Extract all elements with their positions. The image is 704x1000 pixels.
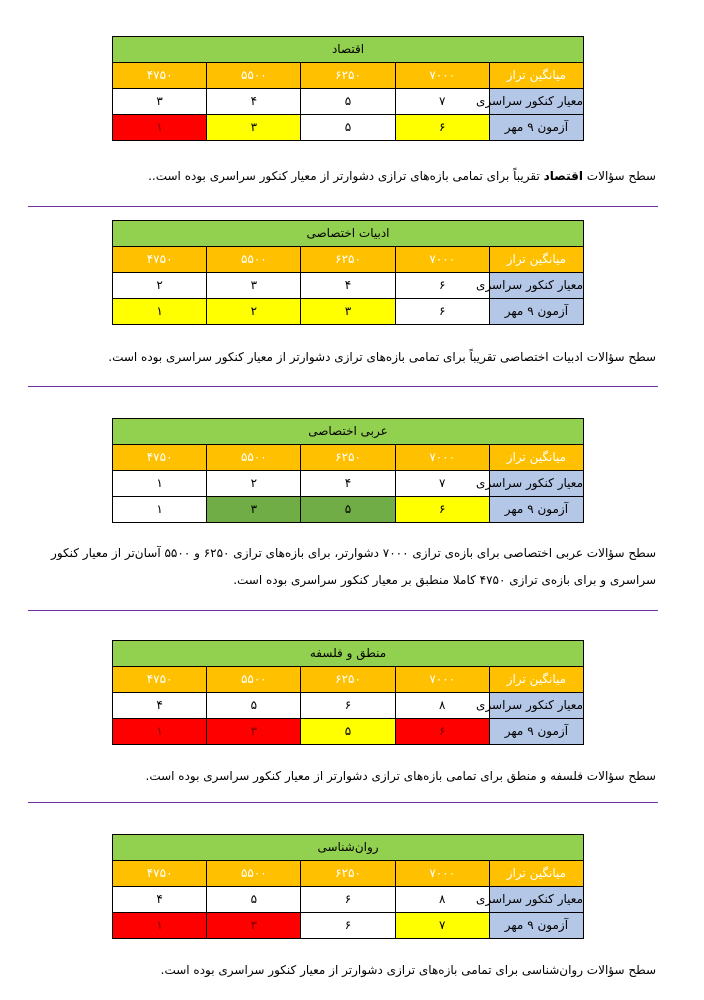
table-title: روان‌شناسی (113, 835, 584, 861)
value-cell: ۵ (301, 115, 395, 141)
header-cell: ۷۰۰۰ (395, 445, 489, 471)
header-cell: ۷۰۰۰ (395, 861, 489, 887)
table-title: ادبیات اختصاصی (113, 221, 584, 247)
table-eghtesad (112, 36, 584, 141)
header-cell: ۷۰۰۰ (395, 667, 489, 693)
header-label: میانگین تراز (489, 667, 583, 693)
header-cell: ۵۵۰۰ (207, 445, 301, 471)
row-label: آزمون ۹ مهر (489, 913, 583, 939)
header-cell: ۷۰۰۰ (395, 63, 489, 89)
value-cell: ۱ (113, 719, 207, 745)
table-title: اقتصاد (113, 37, 584, 63)
value-cell: ۶ (395, 299, 489, 325)
header-cell: ۵۵۰۰ (207, 63, 301, 89)
value-cell: ۵ (207, 693, 301, 719)
section-note (36, 345, 656, 369)
header-cell: ۶۲۵۰ (301, 445, 395, 471)
header-cell: ۴۷۵۰ (113, 445, 207, 471)
value-cell: ۸ (395, 693, 489, 719)
row-label: آزمون ۹ مهر (489, 719, 583, 745)
row-label: آزمون ۹ مهر (489, 497, 583, 523)
row-label: آزمون ۹ مهر (489, 299, 583, 325)
value-cell: ۵ (301, 719, 395, 745)
value-cell: ۸ (395, 887, 489, 913)
section-divider (28, 802, 658, 803)
note-highlight: اقتصاد (543, 169, 583, 183)
section-note (36, 164, 656, 188)
header-cell: ۴۷۵۰ (113, 667, 207, 693)
value-cell: ۵ (207, 887, 301, 913)
value-cell: ۵ (301, 89, 395, 115)
value-cell: ۱ (113, 913, 207, 939)
table-ravanshenasi (112, 834, 584, 939)
value-cell: ۳ (207, 497, 301, 523)
note-part: سطح سؤالات ادبیات اختصاصی تقریباً برای تمامی بازه‌های ترازی دشوارتر از معیار کنکور سراسری بوده است. (108, 350, 656, 364)
value-cell: ۴ (301, 273, 395, 299)
table-arabi (112, 418, 584, 523)
value-cell: ۳ (207, 913, 301, 939)
header-cell: ۶۲۵۰ (301, 667, 395, 693)
header-cell: ۴۷۵۰ (113, 63, 207, 89)
header-cell: ۶۲۵۰ (301, 63, 395, 89)
value-cell: ۲ (113, 273, 207, 299)
header-cell: ۴۷۵۰ (113, 861, 207, 887)
value-cell: ۴ (207, 89, 301, 115)
table-adabiyat (112, 220, 584, 325)
value-cell: ۷ (395, 471, 489, 497)
value-cell: ۲ (207, 471, 301, 497)
value-cell: ۶ (301, 693, 395, 719)
header-cell: ۵۵۰۰ (207, 667, 301, 693)
value-cell: ۴ (113, 887, 207, 913)
value-cell: ۳ (207, 115, 301, 141)
header-cell: ۷۰۰۰ (395, 247, 489, 273)
value-cell: ۱ (113, 497, 207, 523)
value-cell: ۱ (113, 115, 207, 141)
header-label: میانگین تراز (489, 247, 583, 273)
section-divider (28, 386, 658, 387)
header-cell: ۵۵۰۰ (207, 861, 301, 887)
note-part: سطح سؤالات روان‌شناسی برای تمامی بازه‌های ترازی دشوارتر از معیار کنکور سراسری بوده است. (160, 963, 656, 977)
note-part: سطح سؤالات فلسفه و منطق برای تمامی بازه‌های ترازی دشوارتر از معیار کنکور سراسری بوده است. (145, 769, 656, 783)
value-cell: ۷ (395, 89, 489, 115)
value-cell: ۱ (113, 471, 207, 497)
header-label: میانگین تراز (489, 861, 583, 887)
value-cell: ۳ (113, 89, 207, 115)
value-cell: ۷ (395, 913, 489, 939)
section-divider (28, 610, 658, 611)
header-cell: ۴۷۵۰ (113, 247, 207, 273)
row-label: معیار کنکور سراسری (489, 887, 583, 913)
value-cell: ۳ (207, 719, 301, 745)
note-part: سطح سؤالات عربی اختصاصی برای بازه‌ی ترازی ۷۰۰۰ دشوارتر، برای بازه‌های ترازی ۶۲۵۰ و ۵۵۰۰ آسان‌تر از معیار کنکور سراسری و برای بازه‌ی ترازی ۴۷۵۰ کاملا منطبق بر معیار کنکور سراسری بوده است. (51, 546, 656, 587)
header-cell: ۶۲۵۰ (301, 247, 395, 273)
section-note (36, 540, 656, 594)
value-cell: ۶ (301, 887, 395, 913)
row-label: آزمون ۹ مهر (489, 115, 583, 141)
row-label: معیار کنکور سراسری (489, 471, 583, 497)
header-cell: ۶۲۵۰ (301, 861, 395, 887)
section-note (36, 764, 656, 788)
row-label: معیار کنکور سراسری (489, 693, 583, 719)
value-cell: ۶ (395, 497, 489, 523)
value-cell: ۴ (301, 471, 395, 497)
value-cell: ۶ (395, 719, 489, 745)
value-cell: ۲ (207, 299, 301, 325)
row-label: معیار کنکور سراسری (489, 273, 583, 299)
value-cell: ۳ (207, 273, 301, 299)
table-title: عربی اختصاصی (113, 419, 584, 445)
table-title: منطق و فلسفه (113, 641, 584, 667)
note-part: سطح سؤالات (582, 169, 656, 183)
value-cell: ۵ (301, 497, 395, 523)
table-mantegh (112, 640, 584, 745)
section-divider (28, 206, 658, 207)
header-label: میانگین تراز (489, 445, 583, 471)
note-part: تقریباً برای تمامی بازه‌های ترازی دشوارتر از معیار کنکور سراسری بوده است.. (148, 169, 544, 183)
section-note (36, 958, 656, 982)
header-cell: ۵۵۰۰ (207, 247, 301, 273)
value-cell: ۱ (113, 299, 207, 325)
value-cell: ۶ (301, 913, 395, 939)
value-cell: ۳ (301, 299, 395, 325)
row-label: معیار کنکور سراسری (489, 89, 583, 115)
header-label: میانگین تراز (489, 63, 583, 89)
value-cell: ۴ (113, 693, 207, 719)
value-cell: ۶ (395, 115, 489, 141)
value-cell: ۶ (395, 273, 489, 299)
